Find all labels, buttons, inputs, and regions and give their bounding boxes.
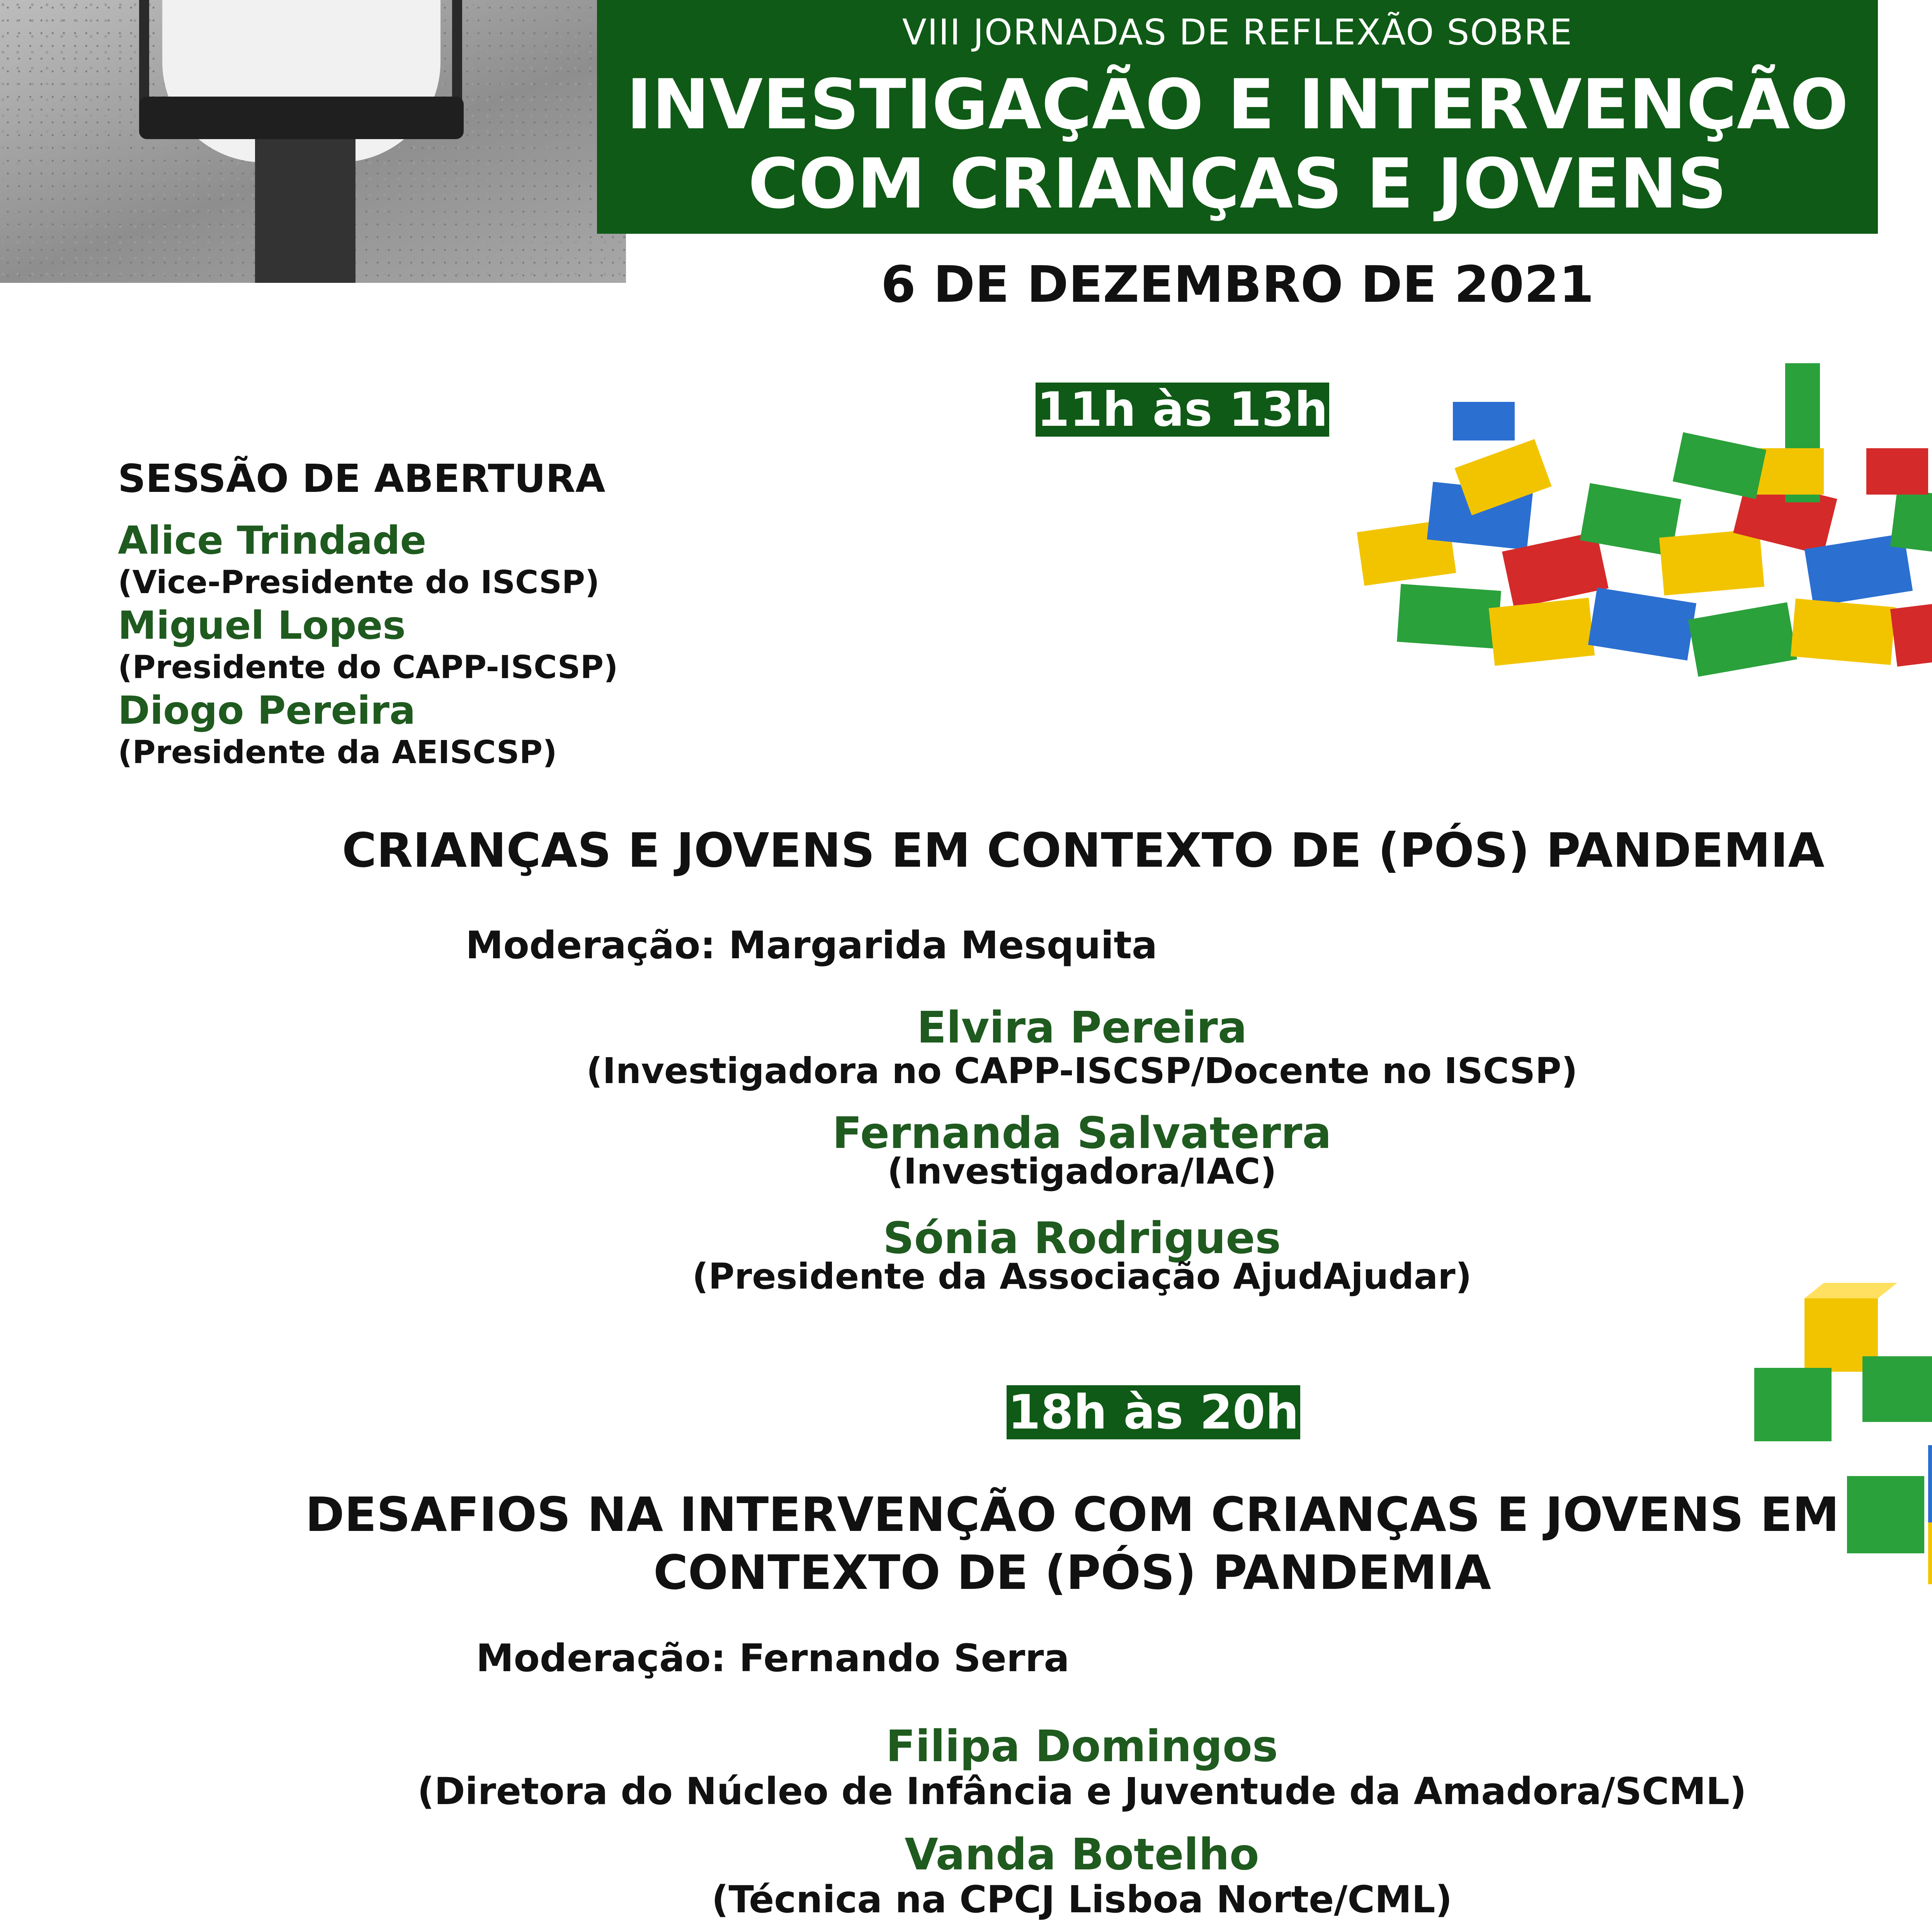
opening-person-name: Diogo Pereira xyxy=(118,688,416,733)
opening-person-role: (Vice-Presidente do ISCSP) xyxy=(118,564,600,601)
afternoon-panel-heading-line2: CONTEXTO DE (PÓS) PANDEMIA xyxy=(653,1545,1491,1600)
opening-person-role: (Presidente da AEISCSP) xyxy=(118,734,557,771)
speaker-name: Fernanda Salvaterra xyxy=(832,1108,1332,1158)
banner-title-line2: COM CRIANÇAS E JOVENS xyxy=(748,144,1727,224)
speaker-name: Vanda Botelho xyxy=(905,1830,1259,1880)
opening-person-name: Alice Trindade xyxy=(118,518,427,563)
opening-person-role: (Presidente do CAPP-ISCSP) xyxy=(118,649,618,686)
banner-title-line1: INVESTIGAÇÃO E INTERVENÇÃO xyxy=(626,65,1849,145)
speaker-name: Elvira Pereira xyxy=(917,1003,1247,1053)
afternoon-panel-heading xyxy=(0,1486,1932,1602)
header-photo-swing xyxy=(0,0,626,283)
opening-session-heading: SESSÃO DE ABERTURA xyxy=(118,456,605,501)
afternoon-moderation: Moderação: Fernando Serra xyxy=(476,1636,1070,1680)
morning-time-badge: 11h às 13h xyxy=(1036,383,1329,437)
lego-bricks-illustration xyxy=(1345,325,1932,707)
morning-moderation: Moderação: Margarida Mesquita xyxy=(466,923,1158,968)
afternoon-time-badge: 18h às 20h xyxy=(1007,1385,1300,1439)
afternoon-panel-heading-line1: DESAFIOS NA INTERVENÇÃO COM CRIANÇAS E JOVENS EM xyxy=(305,1487,1840,1542)
speaker-name: Sónia Rodrigues xyxy=(883,1213,1281,1264)
banner-subtitle: VIII JORNADAS DE REFLEXÃO SOBRE xyxy=(902,12,1573,53)
speaker-role: (Presidente da Associação AjudAjudar) xyxy=(692,1256,1472,1297)
speaker-name: Filipa Domingos xyxy=(886,1721,1278,1772)
morning-panel-heading: CRIANÇAS E JOVENS EM CONTEXTO DE (PÓS) PANDEMIA xyxy=(342,823,1825,878)
speaker-role: (Investigadora no CAPP-ISCSP/Docente no ISCSP) xyxy=(586,1050,1578,1092)
speaker-role: (Técnica na CPCJ Lisboa Norte/CML) xyxy=(711,1878,1452,1921)
event-date: 6 DE DEZEMBRO DE 2021 xyxy=(881,255,1594,314)
title-banner xyxy=(597,0,1878,234)
speaker-role: (Investigadora/IAC) xyxy=(887,1151,1277,1192)
opening-person-name: Miguel Lopes xyxy=(118,603,406,648)
banner-title xyxy=(597,65,1878,223)
speaker-role: (Diretora do Núcleo de Infância e Juventude da Amadora/SCML) xyxy=(417,1770,1747,1813)
